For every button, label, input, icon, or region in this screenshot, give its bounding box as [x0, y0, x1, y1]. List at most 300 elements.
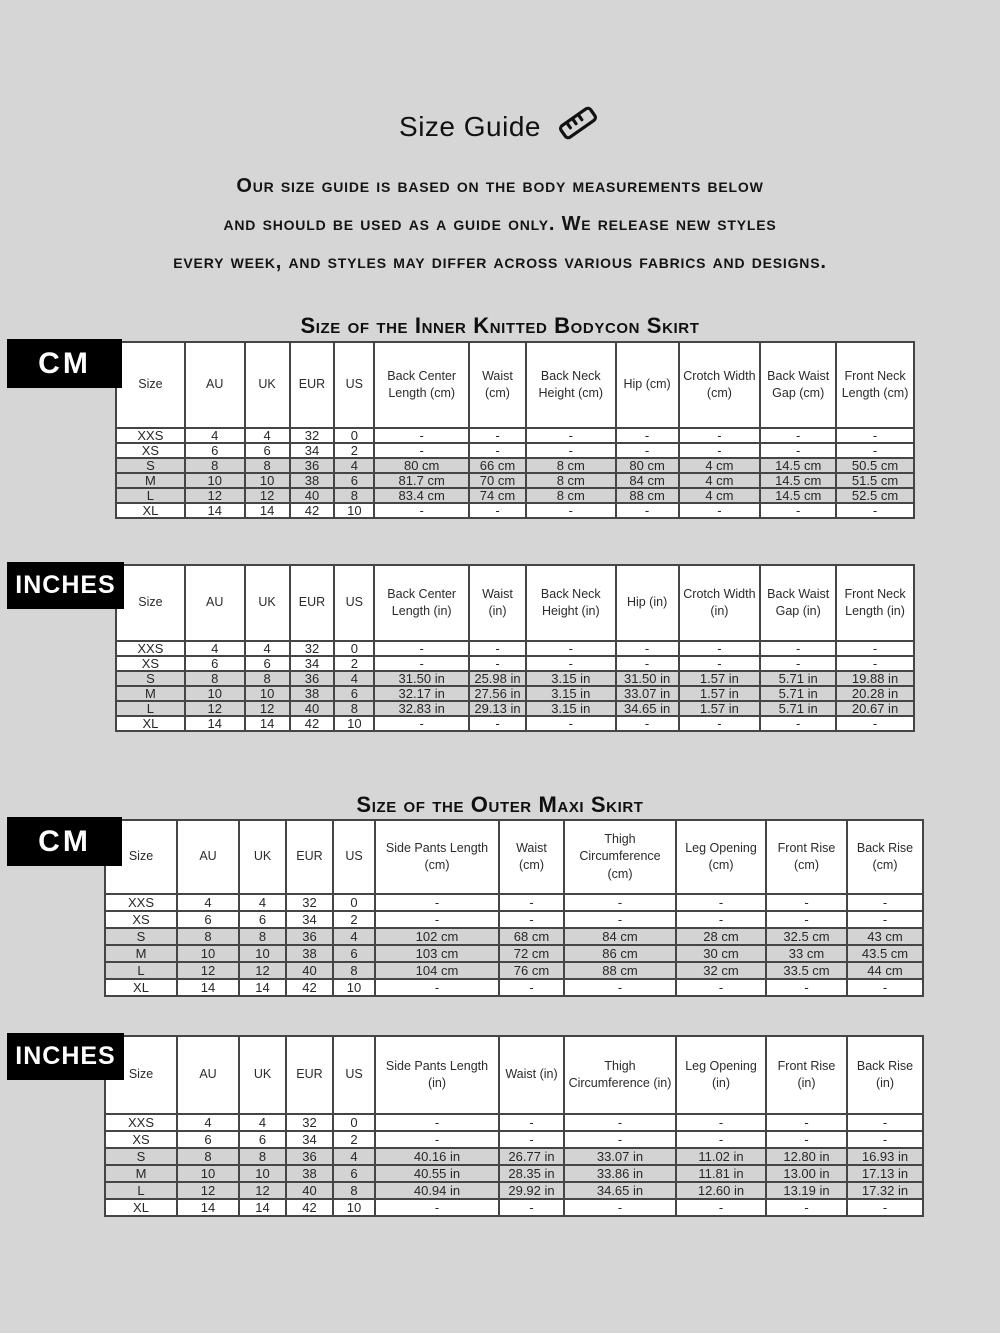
table-cell: M: [105, 1165, 177, 1182]
table-cell: 32: [286, 1114, 333, 1131]
table-cell: 6: [245, 656, 290, 671]
table-cell: 28.35 in: [499, 1165, 564, 1182]
table-cell: 10: [333, 979, 375, 996]
table-cell: 72 cm: [499, 945, 564, 962]
table-cell: 4: [239, 1114, 286, 1131]
table-cell: -: [847, 1199, 923, 1216]
table-cell: -: [375, 1114, 499, 1131]
column-header: EUR: [290, 342, 335, 428]
table-row: [116, 641, 914, 656]
table-row: [105, 1165, 923, 1182]
column-header: Side Pants Length (cm): [375, 820, 499, 894]
column-header: Thigh Circumference (in): [564, 1036, 676, 1114]
table-cell: -: [760, 641, 836, 656]
table-cell: 16.93 in: [847, 1148, 923, 1165]
table-cell: XS: [116, 443, 185, 458]
table-cell: 40: [286, 1182, 333, 1199]
table-cell: -: [469, 656, 526, 671]
table-cell: 83.4 cm: [374, 488, 469, 503]
table-cell: S: [116, 671, 185, 686]
table-cell: XXS: [116, 428, 185, 443]
table-cell: -: [760, 443, 836, 458]
table-cell: -: [375, 1131, 499, 1148]
column-header: Back Neck Height (cm): [526, 342, 616, 428]
table-cell: -: [679, 443, 761, 458]
table-cell: 6: [334, 686, 374, 701]
table-cell: 19.88 in: [836, 671, 914, 686]
table-cell: -: [375, 911, 499, 928]
table-cell: -: [676, 911, 766, 928]
table-cell: 80 cm: [374, 458, 469, 473]
section-heading: Size of the Outer Maxi Skirt: [356, 792, 644, 817]
table-cell: 14: [239, 1199, 286, 1216]
column-header: Back Rise (cm): [847, 820, 923, 894]
table-cell: -: [526, 641, 616, 656]
size-table: [104, 819, 924, 997]
column-header: Size: [116, 565, 185, 641]
table-cell: 12: [185, 701, 245, 716]
table-row: [105, 1182, 923, 1199]
table-cell: 14: [239, 979, 286, 996]
table-cell: 2: [333, 911, 375, 928]
table-cell: -: [374, 641, 469, 656]
table-cell: 6: [177, 911, 239, 928]
table-cell: 8: [334, 488, 374, 503]
column-header: Waist (cm): [469, 342, 526, 428]
table-cell: S: [105, 928, 177, 945]
table-cell: 4: [185, 641, 245, 656]
table-cell: -: [374, 428, 469, 443]
table-row: [116, 656, 914, 671]
table-cell: -: [469, 503, 526, 518]
table-cell: 14: [177, 979, 239, 996]
table-row: [105, 1114, 923, 1131]
unit-label-inches: INCHES: [7, 562, 124, 609]
table-cell: 14: [245, 503, 290, 518]
table-cell: 4: [177, 894, 239, 911]
table-cell: -: [836, 443, 914, 458]
table-cell: 34: [286, 1131, 333, 1148]
table-cell: -: [564, 894, 676, 911]
section-heading: Size of the Inner Knitted Bodycon Skirt: [300, 313, 700, 338]
table-cell: 14: [185, 716, 245, 731]
column-header: AU: [185, 342, 245, 428]
table-cell: 8 cm: [526, 473, 616, 488]
column-header: Size: [105, 1036, 177, 1114]
table-cell: 2: [334, 443, 374, 458]
column-header: UK: [245, 565, 290, 641]
table-cell: 3.15 in: [526, 686, 616, 701]
table-row: [105, 962, 923, 979]
table-cell: 38: [290, 473, 335, 488]
table-cell: 70 cm: [469, 473, 526, 488]
size-table: [115, 564, 915, 732]
table-cell: -: [616, 443, 679, 458]
table-cell: -: [374, 443, 469, 458]
column-header: EUR: [286, 820, 333, 894]
intro-line: every week, and styles may differ across various fabrics and designs.: [173, 251, 827, 273]
table-cell: 66 cm: [469, 458, 526, 473]
table-cell: L: [105, 1182, 177, 1199]
table-cell: 38: [290, 686, 335, 701]
table-cell: -: [469, 716, 526, 731]
table-cell: -: [766, 911, 847, 928]
table-cell: -: [766, 894, 847, 911]
table-cell: 12: [185, 488, 245, 503]
table-cell: 4 cm: [679, 473, 761, 488]
table-cell: 8: [245, 671, 290, 686]
table-row: [116, 686, 914, 701]
table-cell: -: [526, 656, 616, 671]
table-cell: 33.07 in: [616, 686, 679, 701]
table-cell: 33.5 cm: [766, 962, 847, 979]
table-cell: 4: [245, 641, 290, 656]
table-cell: M: [105, 945, 177, 962]
table-cell: 88 cm: [564, 962, 676, 979]
table-cell: -: [564, 911, 676, 928]
table-cell: 34: [290, 443, 335, 458]
table-cell: -: [469, 443, 526, 458]
ruler-icon: [555, 104, 601, 142]
table-row: [116, 503, 914, 518]
column-header: Crotch Width (in): [679, 565, 761, 641]
table-cell: XXS: [116, 641, 185, 656]
column-header: US: [334, 342, 374, 428]
table-cell: 40.94 in: [375, 1182, 499, 1199]
table-cell: -: [564, 979, 676, 996]
column-header: Back Waist Gap (in): [760, 565, 836, 641]
table-cell: 34: [290, 656, 335, 671]
table-cell: 34.65 in: [564, 1182, 676, 1199]
table-cell: 84 cm: [616, 473, 679, 488]
column-header: Size: [105, 820, 177, 894]
table-cell: -: [526, 503, 616, 518]
table-cell: -: [676, 979, 766, 996]
table-cell: 32: [290, 641, 335, 656]
table-cell: 1.57 in: [679, 671, 761, 686]
table-cell: -: [766, 1131, 847, 1148]
table-row: [105, 945, 923, 962]
table-cell: 32: [290, 428, 335, 443]
table-cell: S: [105, 1148, 177, 1165]
table-cell: 8: [333, 1182, 375, 1199]
table-cell: 14.5 cm: [760, 458, 836, 473]
table-cell: -: [766, 1199, 847, 1216]
table-cell: 6: [333, 1165, 375, 1182]
table-cell: 4: [185, 428, 245, 443]
table-cell: -: [499, 979, 564, 996]
column-header: US: [334, 565, 374, 641]
intro-line: and should be used as a guide only. We release new styles: [223, 213, 777, 235]
table-row: [116, 671, 914, 686]
table-row: [105, 928, 923, 945]
table-cell: -: [375, 894, 499, 911]
table-cell: 80 cm: [616, 458, 679, 473]
table-cell: 5.71 in: [760, 701, 836, 716]
table-cell: 74 cm: [469, 488, 526, 503]
table-cell: 27.56 in: [469, 686, 526, 701]
table-cell: 10: [239, 1165, 286, 1182]
table-cell: 40: [286, 962, 333, 979]
section-inner-knitted-bodycon-skirt: [0, 313, 1000, 732]
table-cell: -: [374, 716, 469, 731]
table-cell: 42: [286, 979, 333, 996]
table-row: [116, 488, 914, 503]
table-cell: 33 cm: [766, 945, 847, 962]
table-cell: 14: [245, 716, 290, 731]
table-cell: 31.50 in: [374, 671, 469, 686]
column-header: UK: [239, 820, 286, 894]
page-title-text: Size Guide: [399, 111, 541, 142]
table-cell: -: [760, 656, 836, 671]
table-cell: 32 cm: [676, 962, 766, 979]
table-inner-skirt-cm: [38, 341, 915, 519]
size-table: [115, 341, 915, 519]
column-header: Hip (in): [616, 565, 679, 641]
table-cell: -: [526, 443, 616, 458]
table-cell: 88 cm: [616, 488, 679, 503]
table-cell: -: [564, 1199, 676, 1216]
table-cell: -: [836, 641, 914, 656]
header-row: [105, 820, 923, 894]
header-row: [116, 342, 914, 428]
table-cell: 0: [333, 894, 375, 911]
header-row: [105, 1036, 923, 1114]
table-cell: XS: [105, 911, 177, 928]
column-header: US: [333, 1036, 375, 1114]
table-cell: 6: [334, 473, 374, 488]
table-cell: S: [116, 458, 185, 473]
table-cell: 0: [334, 641, 374, 656]
table-cell: 34: [286, 911, 333, 928]
table-cell: 13.00 in: [766, 1165, 847, 1182]
table-cell: -: [847, 911, 923, 928]
table-cell: 14: [177, 1199, 239, 1216]
table-cell: XL: [105, 979, 177, 996]
table-cell: 11.02 in: [676, 1148, 766, 1165]
table-row: [116, 701, 914, 716]
table-cell: -: [766, 979, 847, 996]
table-cell: 12: [177, 962, 239, 979]
table-cell: 84 cm: [564, 928, 676, 945]
table-cell: 3.15 in: [526, 671, 616, 686]
size-table: [104, 1035, 924, 1217]
table-cell: 4: [333, 1148, 375, 1165]
table-cell: 30 cm: [676, 945, 766, 962]
column-header: AU: [185, 565, 245, 641]
table-cell: -: [616, 641, 679, 656]
table-outer-skirt-inches: [15, 1035, 924, 1217]
table-outer-skirt-cm: [38, 819, 924, 997]
table-cell: 4: [177, 1114, 239, 1131]
table-cell: XS: [105, 1131, 177, 1148]
table-cell: 12: [245, 701, 290, 716]
table-cell: -: [679, 656, 761, 671]
table-cell: 14.5 cm: [760, 488, 836, 503]
table-cell: L: [116, 488, 185, 503]
table-cell: 51.5 cm: [836, 473, 914, 488]
table-cell: 2: [334, 656, 374, 671]
table-cell: 5.71 in: [760, 671, 836, 686]
table-cell: 3.15 in: [526, 701, 616, 716]
column-header: AU: [177, 820, 239, 894]
table-cell: -: [836, 428, 914, 443]
table-cell: 104 cm: [375, 962, 499, 979]
table-cell: -: [469, 641, 526, 656]
table-cell: 10: [239, 945, 286, 962]
table-row: [116, 428, 914, 443]
column-header: US: [333, 820, 375, 894]
table-cell: 76 cm: [499, 962, 564, 979]
table-cell: 8: [245, 458, 290, 473]
table-cell: 103 cm: [375, 945, 499, 962]
table-row: [116, 443, 914, 458]
table-cell: -: [616, 428, 679, 443]
column-header: Crotch Width (cm): [679, 342, 761, 428]
table-cell: 0: [333, 1114, 375, 1131]
table-cell: -: [499, 894, 564, 911]
table-cell: -: [499, 1131, 564, 1148]
intro-text: [0, 167, 1000, 281]
table-cell: L: [105, 962, 177, 979]
table-cell: 6: [185, 443, 245, 458]
column-header: UK: [245, 342, 290, 428]
table-row: [116, 716, 914, 731]
table-cell: 68 cm: [499, 928, 564, 945]
table-cell: 32: [286, 894, 333, 911]
column-header: Waist (in): [499, 1036, 564, 1114]
table-cell: 10: [245, 686, 290, 701]
table-cell: 12.60 in: [676, 1182, 766, 1199]
table-cell: -: [679, 503, 761, 518]
table-cell: -: [526, 428, 616, 443]
section-outer-maxi-skirt: [0, 792, 1000, 1217]
table-cell: -: [564, 1131, 676, 1148]
table-cell: L: [116, 701, 185, 716]
unit-label-cm: CM: [7, 817, 122, 866]
table-cell: 6: [239, 1131, 286, 1148]
table-cell: 8: [239, 928, 286, 945]
table-cell: -: [847, 979, 923, 996]
table-cell: XL: [116, 716, 185, 731]
table-cell: 34.65 in: [616, 701, 679, 716]
table-cell: -: [374, 503, 469, 518]
table-cell: 10: [185, 473, 245, 488]
column-header: Back Rise (in): [847, 1036, 923, 1114]
table-cell: 20.67 in: [836, 701, 914, 716]
table-cell: 14: [185, 503, 245, 518]
table-cell: -: [616, 716, 679, 731]
column-header: Front Rise (cm): [766, 820, 847, 894]
table-cell: 1.57 in: [679, 686, 761, 701]
table-cell: -: [469, 428, 526, 443]
table-cell: -: [676, 894, 766, 911]
table-cell: -: [526, 716, 616, 731]
table-cell: -: [679, 641, 761, 656]
table-cell: 44 cm: [847, 962, 923, 979]
table-cell: -: [760, 503, 836, 518]
table-cell: 36: [290, 458, 335, 473]
table-cell: 10: [334, 503, 374, 518]
column-header: Hip (cm): [616, 342, 679, 428]
column-header: EUR: [290, 565, 335, 641]
table-cell: XL: [105, 1199, 177, 1216]
table-cell: XXS: [105, 894, 177, 911]
table-cell: 2: [333, 1131, 375, 1148]
table-cell: 8 cm: [526, 488, 616, 503]
table-cell: 8: [239, 1148, 286, 1165]
column-header: Leg Opening (in): [676, 1036, 766, 1114]
table-cell: 29.13 in: [469, 701, 526, 716]
table-cell: 29.92 in: [499, 1182, 564, 1199]
table-cell: -: [375, 1199, 499, 1216]
table-cell: -: [836, 503, 914, 518]
table-cell: 8: [334, 701, 374, 716]
table-row: [105, 979, 923, 996]
table-cell: 6: [333, 945, 375, 962]
table-cell: 4: [239, 894, 286, 911]
table-cell: 4: [245, 428, 290, 443]
table-cell: 10: [333, 1199, 375, 1216]
table-cell: -: [847, 894, 923, 911]
table-cell: 17.13 in: [847, 1165, 923, 1182]
table-cell: -: [760, 428, 836, 443]
table-row: [105, 894, 923, 911]
column-header: Front Rise (in): [766, 1036, 847, 1114]
column-header: AU: [177, 1036, 239, 1114]
table-cell: 81.7 cm: [374, 473, 469, 488]
table-cell: -: [760, 716, 836, 731]
column-header: Front Neck Length (cm): [836, 342, 914, 428]
table-cell: 28 cm: [676, 928, 766, 945]
table-cell: 4 cm: [679, 458, 761, 473]
unit-label-cm: CM: [7, 339, 122, 388]
table-row: [116, 458, 914, 473]
table-cell: 8 cm: [526, 458, 616, 473]
table-cell: -: [499, 911, 564, 928]
table-cell: 4 cm: [679, 488, 761, 503]
table-cell: -: [676, 1199, 766, 1216]
table-cell: 12: [239, 1182, 286, 1199]
table-cell: -: [499, 1199, 564, 1216]
table-cell: -: [616, 503, 679, 518]
table-cell: 25.98 in: [469, 671, 526, 686]
table-cell: 17.32 in: [847, 1182, 923, 1199]
column-header: Front Neck Length (in): [836, 565, 914, 641]
table-cell: 42: [290, 716, 335, 731]
table-cell: 12: [245, 488, 290, 503]
table-cell: 36: [286, 1148, 333, 1165]
table-cell: 36: [290, 671, 335, 686]
table-cell: 4: [334, 458, 374, 473]
table-cell: 52.5 cm: [836, 488, 914, 503]
table-cell: -: [676, 1131, 766, 1148]
column-header: Size: [116, 342, 185, 428]
column-header: Back Center Length (in): [374, 565, 469, 641]
table-cell: 20.28 in: [836, 686, 914, 701]
page-title: [0, 0, 1000, 143]
table-cell: 38: [286, 945, 333, 962]
column-header: Side Pants Length (in): [375, 1036, 499, 1114]
table-row: [105, 1148, 923, 1165]
table-cell: 38: [286, 1165, 333, 1182]
column-header: Back Neck Height (in): [526, 565, 616, 641]
table-cell: -: [847, 1114, 923, 1131]
table-cell: 36: [286, 928, 333, 945]
table-cell: 6: [185, 656, 245, 671]
table-cell: 4: [334, 671, 374, 686]
column-header: Waist (in): [469, 565, 526, 641]
